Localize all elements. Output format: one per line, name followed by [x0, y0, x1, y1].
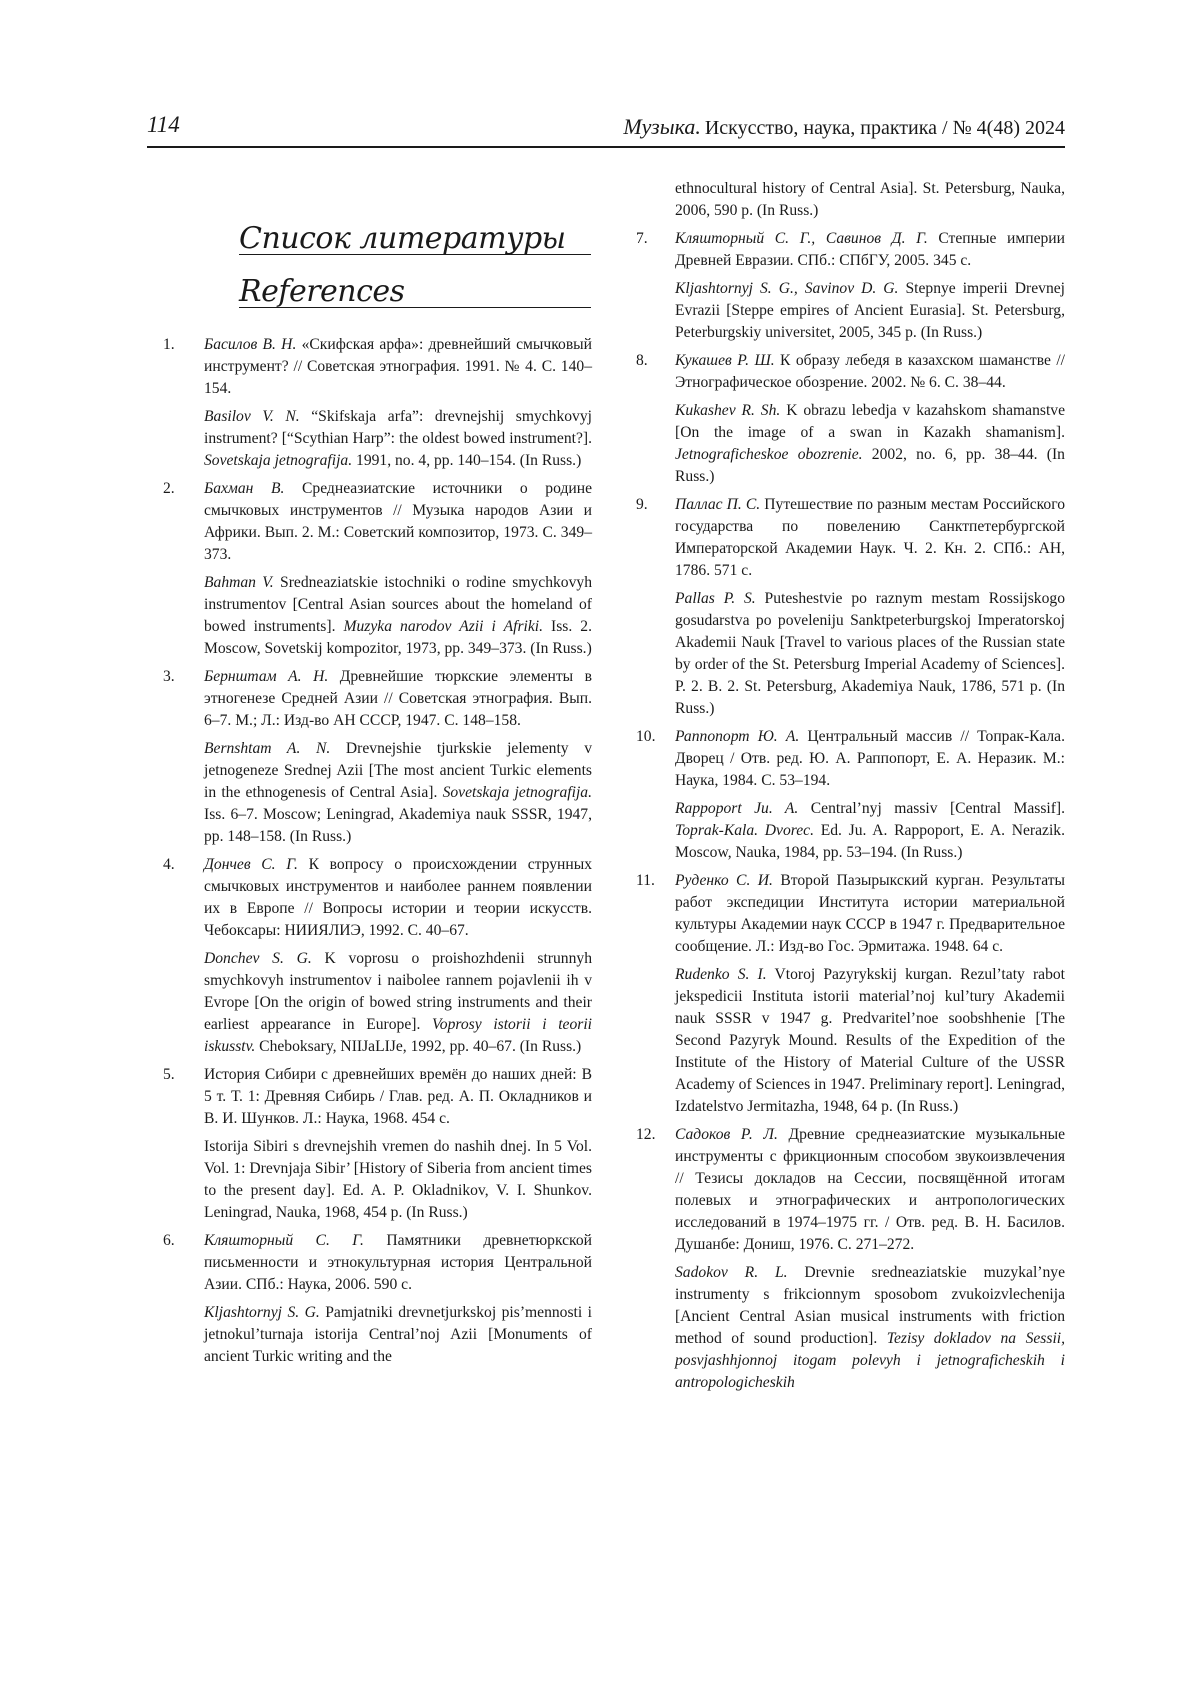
reference-entry — [147, 478, 592, 660]
reference-ru — [204, 478, 592, 566]
reference-entry — [620, 494, 1065, 720]
reference-en-text: Puteshestvie po raznym mestam Rossijskogo gosudarstva po poveleniju Sanktpeterburgskoj Imperatorskoj Akademii Nauk [Travel to various places of the Russian state by order of the St. Petersburg Imperial Academy of Sciences]. P. 2. B. 2. St. Petersburg, Akademiya Nauk, 1786, 571 p. (In Russ.) — [675, 590, 1065, 717]
reference-ru-author: Бернштам А. Н. — [204, 668, 329, 685]
reference-en — [675, 964, 1065, 1118]
reference-en-source: Sovetskaja jetnografija. — [442, 784, 592, 801]
reference-en-author: Sadokov R. L. — [675, 1264, 788, 1281]
reference-number: 10. — [636, 728, 656, 745]
reference-list-right — [620, 228, 1065, 1394]
reference-en-text: Drevnie sredneaziatskie muzykal’nye instrumenty s frikcionnym sposobom zvukoizvlechenija [Ancient Central Asian musical instruments with friction method of sound production]. — [675, 1264, 1065, 1347]
reference-en-text: Pamjatniki drevnetjurkskoj pis’mennosti i jetnokul’turnaja istorija Central’noj Azii [Monuments of ancient Turkic writing and the — [204, 1304, 592, 1365]
reference-en — [204, 1302, 592, 1368]
reference-number: 5. — [163, 1066, 175, 1083]
reference-en-author: Rudenko S. I. — [675, 966, 767, 983]
reference-en-author: Basilov V. N. — [204, 408, 300, 425]
reference-en-source: Tezisy dokladov na Sessii, posvjashhjonnoj itogam polevyh i jetnograficheskih i antropologicheskih — [675, 1330, 1066, 1391]
reference-en — [675, 798, 1065, 864]
reference-en-text-end: 1991, no. 4, pp. 140–154. (In Russ.) — [352, 452, 582, 469]
reference-ru-text: Степные империи Древней Евразии. СПб.: СПбГУ, 2005. 345 с. — [675, 230, 1065, 269]
reference-en-author: Kukashev R. Sh. — [675, 402, 781, 419]
reference-entry — [620, 350, 1065, 488]
reference-entry — [147, 1230, 592, 1368]
reference-en — [204, 1136, 592, 1224]
right-column — [620, 178, 1065, 1400]
reference-en-text: K obrazu lebedja v kazahskom shamanstve [On the image of a swan in Kazakh shamanism]. — [675, 402, 1065, 441]
reference-ru — [675, 870, 1065, 958]
reference-en — [675, 400, 1065, 488]
reference-ru — [204, 334, 592, 400]
reference-en-source: Toprak-Kala. Dvorec. — [675, 822, 814, 839]
reference-ru — [675, 726, 1065, 792]
reference-ru-text: История Сибири с древнейших времён до наших дней: В 5 т. Т. 1: Древняя Сибирь / Глав. ред. А. П. Окладников и В. И. Шунков. Л.: Наука, 1968. 454 с. — [204, 1066, 592, 1127]
reference-en-text-end: Ed. Ju. A. Rappoport, E. A. Nerazik. Moscow, Nauka, 1984, pp. 53–194. (In Russ.) — [675, 822, 1065, 861]
reference-en-text: Sredneaziatskie istochniki o rodine smychkovyh instrumentov [Central Asian sources about the homeland of bowed instruments]. — [204, 574, 592, 635]
reference-number: 9. — [636, 496, 648, 513]
reference-number: 7. — [636, 230, 648, 247]
reference-en-text: Vtoroj Pazyrykskij kurgan. Rezul’taty rabot jekspedicii Instituta istorii material’noj kul’tury Akademii nauk SSSR v 1947 g. Predvaritel’noe soobshhenie [The Second Pazyryk Mound. Results of the Expedition of the Institute of the History of Material Culture of the USSR Academy of Sciences in 1947. Preliminary report]. Leningrad, Izdatelstvo Jermitazha, 1948, 64 p. (In Russ.) — [675, 966, 1065, 1115]
reference-ru — [204, 666, 592, 732]
reference-ru-text: Древнейшие тюркские элементы в этногенезе Средней Азии // Советская этнография. Вып. 6–7. М.; Л.: Изд-во АН СССР, 1947. С. 148–158. — [204, 668, 592, 729]
reference-en-author: Pallas P. S. — [675, 590, 756, 607]
reference-en — [675, 278, 1065, 344]
reference-number: 3. — [163, 668, 175, 685]
reference-en-text: Drevnejshie tjurkskie jelementy v jetnogeneze Srednej Azii [The most ancient Turkic elements in the ethnogenesis of Central Asia]. — [204, 740, 592, 801]
journal-title — [623, 114, 1065, 140]
reference-en — [204, 738, 592, 848]
reference-ru-text: Древние среднеазиатские музыкальные инструменты с фрикционным способом звукоизвлечения // Тезисы докладов на Сессии, посвящённой итогам полевых и этнографических и антропологических исследований в 1974–1975 гг. / Отв. ред. В. Н. Басилов. Душанбе: Дониш, 1976. С. 271–272. — [675, 1126, 1066, 1253]
reference-en-author: Bahman V. — [204, 574, 274, 591]
reference-ru-author: Бахман В. — [204, 480, 285, 497]
reference-ru-text: Центральный массив // Топрак-Кала. Дворец / Отв. ред. Ю. А. Раппопорт, Е. А. Неразик. М.: Наука, 1984. С. 53–194. — [675, 728, 1066, 789]
reference-ru-author: Кляшторный С. Г. — [204, 1232, 364, 1249]
reference-ru-author: Садоков Р. Л. — [675, 1126, 778, 1143]
page-header — [147, 112, 1065, 148]
reference-ru — [675, 228, 1065, 272]
reference-en — [204, 406, 592, 472]
reference-en-source: Voprosy istorii i teorii iskusstv. — [204, 1016, 592, 1055]
reference-number: 1. — [163, 336, 175, 353]
reference-en-text-end: 2002, no. 6, pp. 38–44. (In Russ.) — [675, 446, 1065, 485]
reference-ru — [204, 1064, 592, 1130]
left-column — [147, 178, 592, 1374]
reference-en-author: Kljashtornyj S. G. — [204, 1304, 320, 1321]
reference-ru-text: Второй Пазырыкский курган. Результаты работ экспедиции Института истории материальной культуры Академии наук СССР в 1947 г. Предварительное сообщение. Л.: Изд-во Гос. Эрмитажа. 1948. 64 с. — [675, 872, 1066, 955]
reference-ru — [675, 494, 1065, 582]
reference-en-source: Muzyka narodov Azii i Afriki. — [343, 618, 543, 635]
reference-ru — [675, 1124, 1065, 1256]
reference-ru-author: Кукашев Р. Ш. — [675, 352, 775, 369]
reference-entry — [620, 1124, 1065, 1394]
reference-ru-text: К образу лебедя в казахском шаманстве // Этнографическое обозрение. 2002. № 6. С. 38–44. — [675, 352, 1065, 391]
reference-ru-text: Памятники древнетюркской письменности и этнокультурная история Центральной Азии. СПб.: Наука, 2006. 590 с. — [204, 1232, 592, 1293]
reference-ru-author: Басилов В. Н. — [204, 336, 297, 353]
reference-en-text: Istorija Sibiri s drevnejshih vremen do nashih dnej. In 5 Vol. Vol. 1: Drevnjaja Sibir’ [History of Siberia from ancient times to the present day]. Ed. A. P. Okladnikov, V. I. Shunkov. Leningrad, Nauka, 1968, 454 p. (In Russ.) — [204, 1138, 592, 1221]
reference-number: 12. — [636, 1126, 656, 1143]
reference-en — [204, 948, 592, 1058]
reference-ru — [204, 854, 592, 942]
heading-en: References — [239, 281, 591, 308]
reference-ru-author: Раппопорт Ю. А. — [675, 728, 800, 745]
reference-ru-author: Руденко С. И. — [675, 872, 773, 889]
reference-en-author: Kljashtornyj S. G., Savinov D. G. — [675, 280, 899, 297]
reference-number: 11. — [636, 872, 655, 889]
reference-continuation: ethnocultural history of Central Asia]. St. Petersburg, Nauka, 2006, 590 p. (In Russ.) — [675, 180, 1065, 219]
reference-en-text-end: Iss. 6–7. Moscow; Leningrad, Akademiya nauk SSSR, 1947, pp. 148–158. (In Russ.) — [204, 806, 592, 845]
reference-en-source: Sovetskaja jetnografija. — [204, 452, 353, 469]
reference-en-text-end: Iss. 2. Moscow, Sovetskij kompozitor, 1973, pp. 349–373. (In Russ.) — [204, 618, 592, 657]
reference-entry — [147, 666, 592, 848]
reference-en-author: Rappoport Ju. A. — [675, 800, 799, 817]
reference-ru-author: Дончев С. Г. — [204, 856, 298, 873]
reference-ru-text: «Скифская арфа»: древнейший смычковый инструмент? // Советская этнография. 1991. № 4. С. 140–154. — [204, 336, 592, 397]
reference-ru-text: Среднеазиатские источники о родине смычковых инструментов // Музыка народов Азии и Африки. Вып. 2. М.: Советский композитор, 1973. С. 349–373. — [204, 480, 592, 563]
reference-en — [675, 588, 1065, 720]
heading-ru: Список литературы — [239, 228, 591, 255]
reference-en-text: K voprosu o proishozhdenii strunnyh smychkovyh instrumentov i naibolee rannem pojavlenii ih v Evrope [On the origin of bowed string instruments and their earliest appearance in Europe]. — [204, 950, 592, 1033]
reference-ru-text: К вопросу о происхождении струнных смычковых инструментов и наиболее раннем появлении их в Европе // Вопросы истории и теории искусств. Чебоксары: НИИЯЛИЭ, 1992. С. 40–67. — [204, 856, 592, 939]
reference-entry — [620, 870, 1065, 1118]
reference-en-text-end: Cheboksary, NIIJaLIJe, 1992, pp. 40–67. (In Russ.) — [255, 1038, 582, 1055]
reference-entry — [620, 228, 1065, 344]
reference-en — [204, 572, 592, 660]
reference-en — [675, 1262, 1065, 1394]
reference-number: 4. — [163, 856, 175, 873]
reference-en-text: “Skifskaja arfa”: drevnejshij smychkovyj instrument? [“Scythian Harp”: the oldest bowed instrument?]. — [204, 408, 592, 447]
reference-ru — [675, 350, 1065, 394]
reference-list-left — [147, 334, 592, 1368]
reference-en-source: Jetnograficheskoe obozrenie. — [675, 446, 863, 463]
reference-number: 2. — [163, 480, 175, 497]
reference-en-author: Bernshtam A. N. — [204, 740, 331, 757]
reference-ru-author: Паллас П. С. — [675, 496, 761, 513]
reference-en-author: Donchev S. G. — [204, 950, 312, 967]
reference-entry — [147, 854, 592, 1058]
reference-en-text: Stepnye imperii Drevnej Evrazii [Steppe empires of Ancient Eurasia]. St. Petersburg, Peterburgskiy universitet, 2005, 345 p. (In Russ.) — [675, 280, 1065, 341]
reference-number: 6. — [163, 1232, 175, 1249]
page-number: 114 — [147, 112, 180, 137]
journal-brand: Музыка. — [623, 114, 701, 139]
reference-ru — [204, 1230, 592, 1296]
journal-issue: Искусство, наука, практика / № 4(48) 2024 — [704, 117, 1065, 139]
reference-ru-text: Путешествие по разным местам Российского государства по повелению Санктпетербургской Императорской Академии Наук. Ч. 2. Кн. 2. СПб.: АН, 1786. 571 с. — [675, 496, 1065, 579]
reference-number: 8. — [636, 352, 648, 369]
reference-entry — [147, 334, 592, 472]
reference-en-text: Central’nyj massiv [Central Massif]. — [798, 800, 1066, 817]
reference-ru-author: Кляшторный С. Г., Савинов Д. Г. — [675, 230, 928, 247]
reference-entry — [620, 726, 1065, 864]
reference-entry — [147, 1064, 592, 1224]
